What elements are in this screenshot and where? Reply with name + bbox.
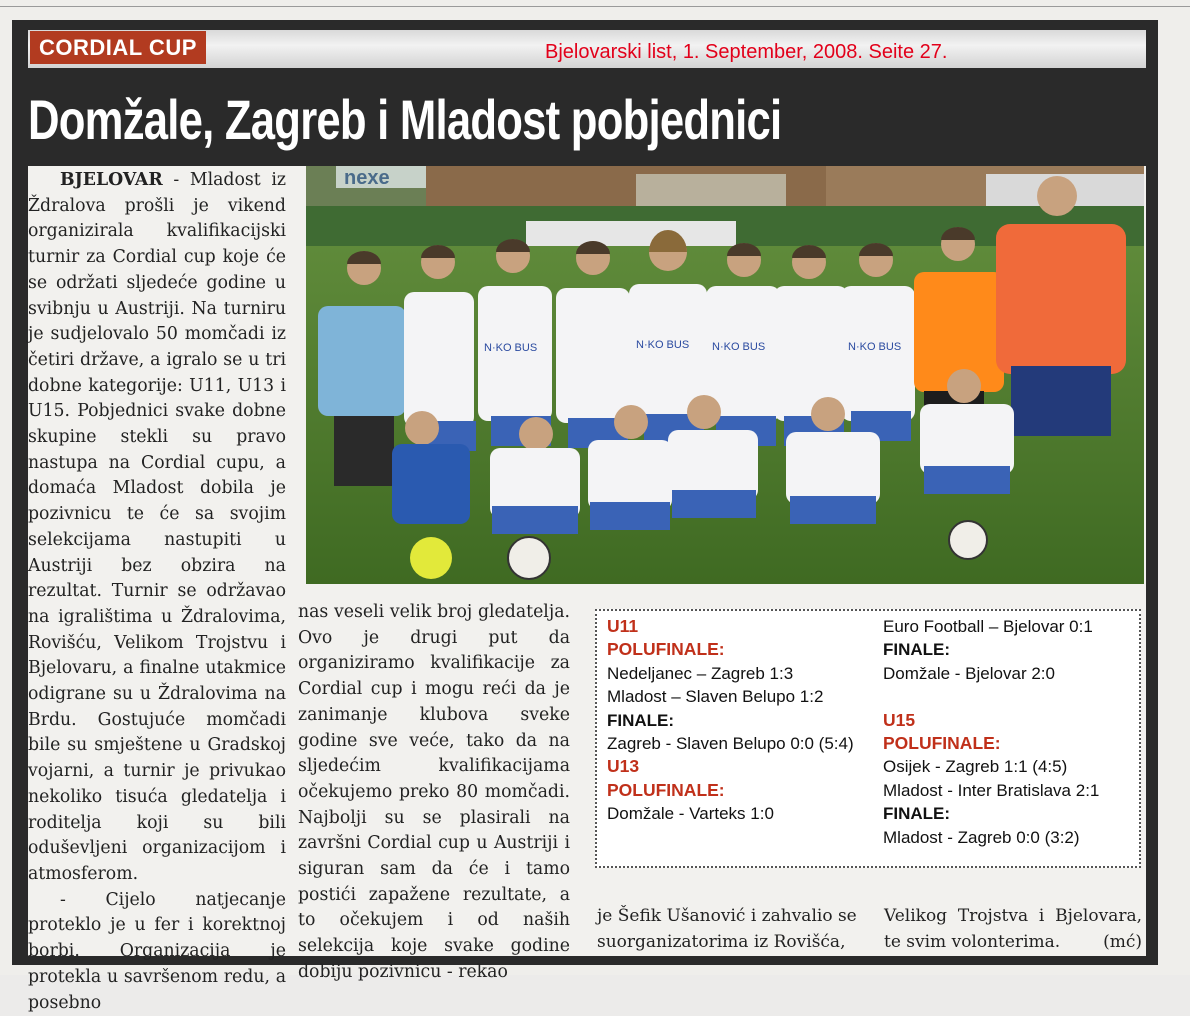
result-line: Nedeljanec – Zagreb 1:3 bbox=[607, 663, 794, 683]
svg-text:N·KO BUS: N·KO BUS bbox=[712, 341, 766, 353]
result-line: Mladost – Slaven Belupo 1:2 bbox=[607, 687, 824, 707]
dateline: BJELOVAR bbox=[60, 170, 163, 190]
column-3-text: je Šefik Ušanović i zahvalio se suorganizatorima iz Rovišća, bbox=[597, 906, 857, 952]
source-citation: Bjelovarski list, 1. September, 2008. Seite 27. bbox=[545, 41, 948, 63]
result-line: FINALE: bbox=[883, 640, 951, 660]
result-line: U13 bbox=[607, 756, 640, 777]
result-line: Domžale - Bjelovar 2:0 bbox=[883, 663, 1055, 683]
paragraph-2: - Cijelo natjecanje proteklo je u fer i korektnoj borbi. Organizacija je protekla u savršenom redu, a posebno bbox=[28, 889, 286, 1013]
result-line: Mladost - Zagreb 0:0 (3:2) bbox=[883, 827, 1080, 847]
team-photo-illustration bbox=[306, 166, 1144, 584]
results-right bbox=[883, 615, 1099, 849]
column-2 bbox=[298, 600, 570, 986]
headline: Domžale, Zagreb i Mladost pobjednici bbox=[28, 88, 782, 151]
result-line: U15 bbox=[883, 709, 916, 730]
result-line: Zagreb - Slaven Belupo 0:0 (5:4) bbox=[607, 734, 854, 754]
column-4 bbox=[884, 903, 1142, 955]
svg-text:N·KO BUS: N·KO BUS bbox=[848, 341, 902, 353]
result-line: Domžale - Varteks 1:0 bbox=[607, 804, 774, 824]
results-box bbox=[595, 609, 1141, 868]
author-signature: (mć) bbox=[1103, 932, 1142, 952]
result-line: Osijek - Zagreb 1:1 (4:5) bbox=[883, 757, 1068, 777]
column-2-text: nas veseli velik broj gledatelja. Ovo je drugi put da organiziramo kvalifikacije za Cordial cup i mogu reći da je zanimanje klubova sveke godine sve veće, tako da na sljedećim kvalifikacijama očekujemo preko 80 momčadi. Najbolji su se plasirali na završni Cordial cup u Austriji i siguran sam da će i tamo postići zapažene rezultate, a to očekujem i od naših selekcija koje svake godine dobiju pozivnicu - rekao bbox=[298, 602, 570, 982]
result-line: Mladost - Inter Bratislava 2:1 bbox=[883, 780, 1100, 800]
result-line: POLUFINALE: bbox=[607, 779, 725, 800]
svg-text:N·KO BUS: N·KO BUS bbox=[636, 339, 690, 351]
result-line: U11 bbox=[607, 616, 639, 636]
result-line: POLUFINALE: bbox=[883, 733, 1001, 754]
sign-text: nexe bbox=[344, 167, 390, 189]
paragraph-1: - Mladost iz Ždralova prošli je vikend organizirala kvalifikacijski turnir za Cordial cup koje će se održati sljedeće godine u svibnju u Austriji. Na turniru je sudjelovalo 50 momčadi iz četiri države, a igralo se u tri dobne kategorije: U11, U13 i U15. Pobjednici svake dobne skupine stekli su pravo nastupa na Cordial cupu, a domaća Mladost dobila je pozivnicu te će sa svojim selekcijama nastupiti u Austriji bez obzira na rezultat. Turnir se održavao na igralištima u Ždralovima, Rovišću, Velikom Trojstvu i Bjelovaru, a finalne utakmice odigrane su u Ždralovima na Brdu. Gostujuće momčadi bile su smještene u Gradskoj vojarni, a turnir je privukao nekoliko tisuća gledatelja i roditelja koji su bili oduševljeni organizacijom i atmosferom. bbox=[28, 170, 286, 884]
result-line: Euro Football – Bjelovar 0:1 bbox=[883, 617, 1093, 636]
result-line bbox=[883, 685, 1099, 708]
column-1 bbox=[28, 168, 286, 1013]
result-line: POLUFINALE: bbox=[607, 639, 725, 660]
team-photo bbox=[306, 166, 1144, 584]
top-rule bbox=[0, 6, 1190, 7]
results-left bbox=[607, 615, 854, 826]
column-4-text: Velikog Trojstva i Bjelovara, te svim volonterima. bbox=[884, 906, 1142, 952]
result-line: FINALE: bbox=[607, 710, 675, 730]
result-line: FINALE: bbox=[883, 804, 951, 824]
section-tag: CORDIAL CUP bbox=[30, 31, 206, 64]
shirt-text: N·KO BUS bbox=[484, 342, 538, 354]
